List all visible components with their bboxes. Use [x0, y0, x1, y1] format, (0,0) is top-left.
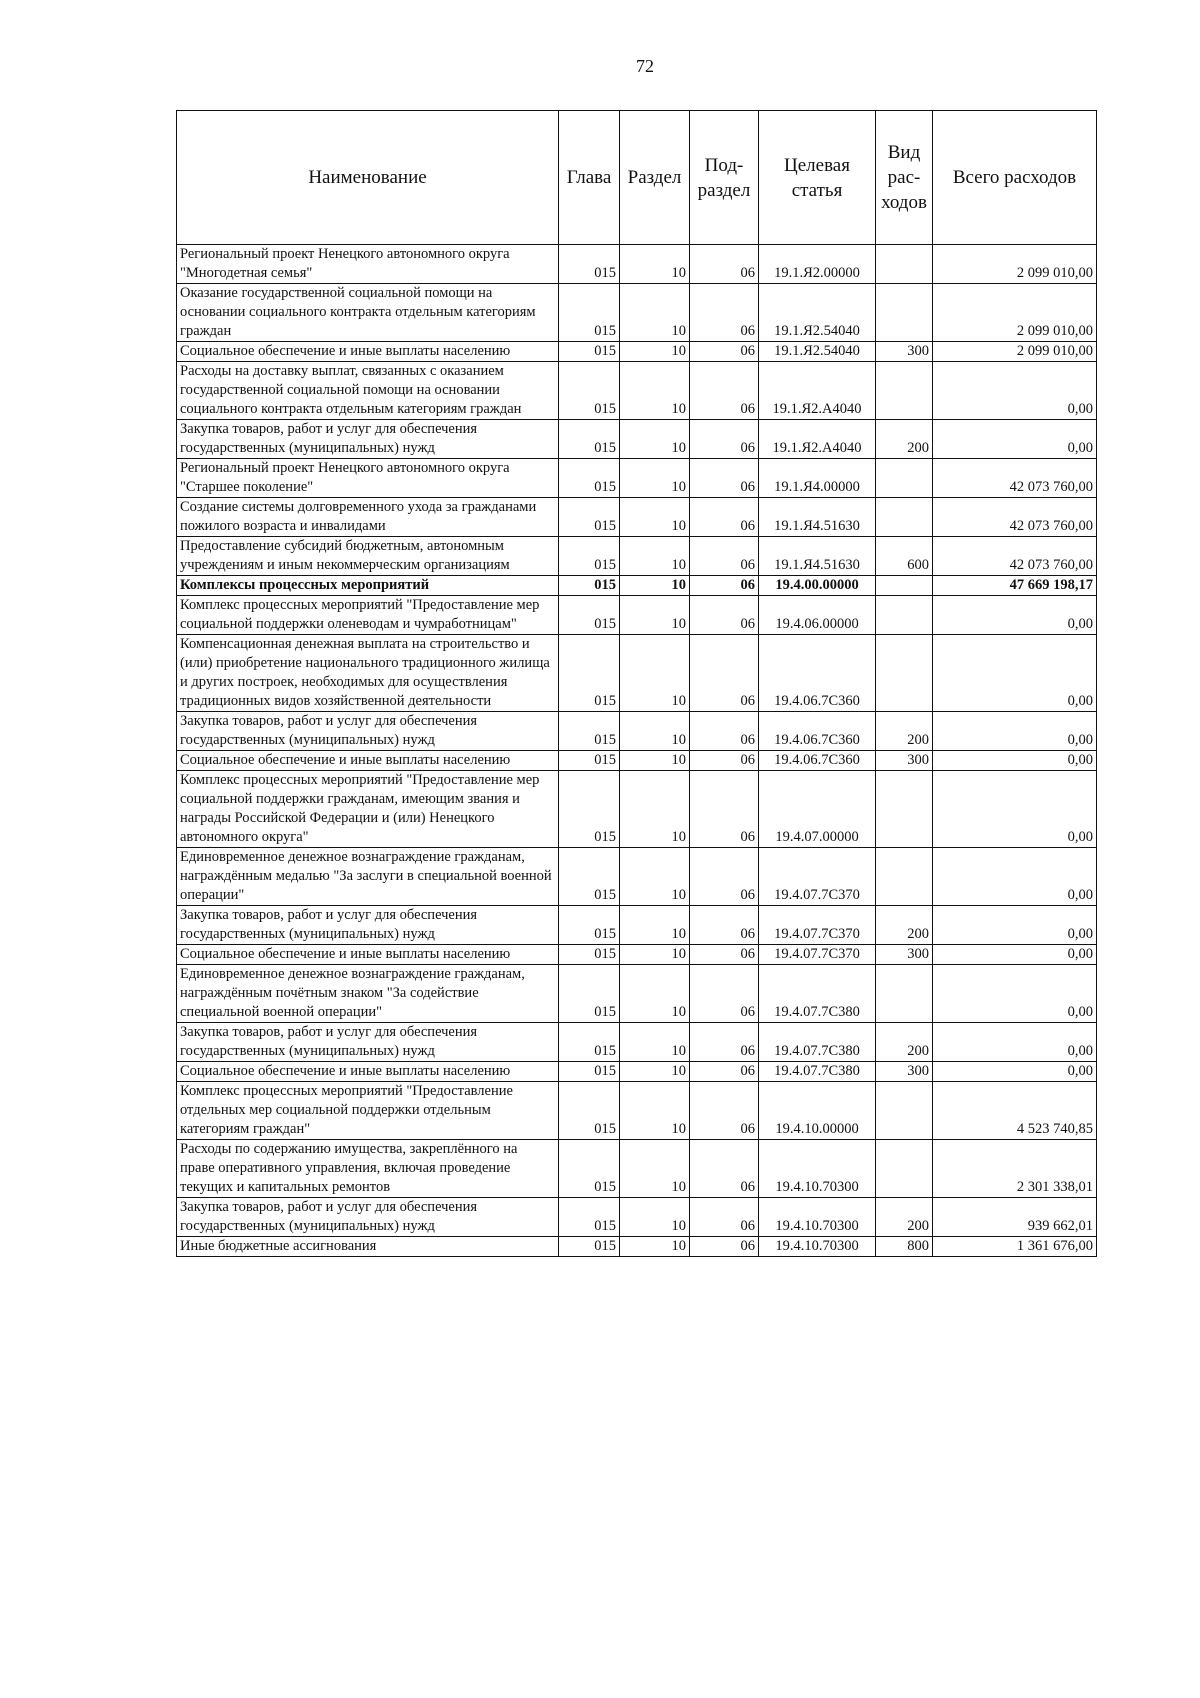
table-row: [177, 1062, 1097, 1082]
cell-celevaya-statya: 19.4.06.7С360: [759, 751, 876, 771]
cell-name: Социальное обеспечение и иные выплаты населению: [177, 342, 559, 362]
cell-razdel: 10: [620, 945, 690, 965]
cell-glava: 015: [559, 342, 620, 362]
cell-celevaya-statya: 19.4.10.70300: [759, 1198, 876, 1237]
cell-glava: 015: [559, 576, 620, 596]
cell-glava: 015: [559, 712, 620, 751]
header-vsego: Всего расходов: [933, 111, 1097, 245]
cell-vid-rashodov: 300: [876, 751, 933, 771]
cell-razdel: 10: [620, 420, 690, 459]
table-row: [177, 965, 1097, 1023]
cell-total: 0,00: [933, 906, 1097, 945]
cell-vid-rashodov: [876, 596, 933, 635]
table-row: [177, 1082, 1097, 1140]
cell-razdel: 10: [620, 1140, 690, 1198]
cell-vid-rashodov: [876, 1082, 933, 1140]
cell-vid-rashodov: 600: [876, 537, 933, 576]
table-body: [177, 245, 1097, 1257]
table-row: [177, 945, 1097, 965]
cell-name: Компенсационная денежная выплата на строительство и (или) приобретение национального традиционного жилища и других построек, необходимых для осуществления традиционных видов хозяйственной деятельности: [177, 635, 559, 712]
cell-total: 0,00: [933, 635, 1097, 712]
cell-razdel: 10: [620, 362, 690, 420]
table-row: [177, 420, 1097, 459]
cell-total: 47 669 198,17: [933, 576, 1097, 596]
cell-podrazdel: 06: [690, 1082, 759, 1140]
cell-total: 0,00: [933, 712, 1097, 751]
table-row: [177, 771, 1097, 848]
header-glava: Глава: [559, 111, 620, 245]
cell-celevaya-statya: 19.1.Я2.00000: [759, 245, 876, 284]
cell-vid-rashodov: [876, 635, 933, 712]
cell-vid-rashodov: 200: [876, 712, 933, 751]
cell-podrazdel: 06: [690, 1237, 759, 1257]
cell-celevaya-statya: 19.4.10.70300: [759, 1140, 876, 1198]
cell-podrazdel: 06: [690, 751, 759, 771]
cell-name: Комплекс процессных мероприятий "Предоставление мер социальной поддержки оленеводам и чумработницам": [177, 596, 559, 635]
cell-total: 1 361 676,00: [933, 1237, 1097, 1257]
cell-glava: 015: [559, 1082, 620, 1140]
table-row: [177, 362, 1097, 420]
cell-podrazdel: 06: [690, 245, 759, 284]
table-row: [177, 245, 1097, 284]
cell-glava: 015: [559, 362, 620, 420]
cell-name: Региональный проект Ненецкого автономного округа "Старшее поколение": [177, 459, 559, 498]
cell-glava: 015: [559, 1198, 620, 1237]
cell-total: 0,00: [933, 596, 1097, 635]
cell-razdel: 10: [620, 498, 690, 537]
cell-vid-rashodov: [876, 498, 933, 537]
cell-glava: 015: [559, 459, 620, 498]
cell-name: Социальное обеспечение и иные выплаты населению: [177, 751, 559, 771]
cell-glava: 015: [559, 848, 620, 906]
cell-glava: 015: [559, 1023, 620, 1062]
cell-vid-rashodov: 200: [876, 420, 933, 459]
cell-total: 4 523 740,85: [933, 1082, 1097, 1140]
cell-vid-rashodov: [876, 576, 933, 596]
cell-razdel: 10: [620, 245, 690, 284]
table-row: [177, 635, 1097, 712]
table-row: [177, 596, 1097, 635]
cell-podrazdel: 06: [690, 1140, 759, 1198]
cell-name: Создание системы долговременного ухода за гражданами пожилого возраста и инвалидами: [177, 498, 559, 537]
cell-vid-rashodov: [876, 965, 933, 1023]
cell-glava: 015: [559, 1237, 620, 1257]
cell-celevaya-statya: 19.1.Я4.51630: [759, 537, 876, 576]
cell-total: 0,00: [933, 1023, 1097, 1062]
cell-razdel: 10: [620, 848, 690, 906]
cell-name: Комплекс процессных мероприятий "Предоставление мер социальной поддержки гражданам, имеющим звания и награды Российской Федерации и (или) Ненецкого автономного округа": [177, 771, 559, 848]
cell-total: 0,00: [933, 771, 1097, 848]
table-row: [177, 498, 1097, 537]
cell-podrazdel: 06: [690, 537, 759, 576]
cell-total: 2 099 010,00: [933, 284, 1097, 342]
cell-razdel: 10: [620, 771, 690, 848]
cell-podrazdel: 06: [690, 712, 759, 751]
header-razdel: Раздел: [620, 111, 690, 245]
cell-glava: 015: [559, 945, 620, 965]
cell-total: 2 301 338,01: [933, 1140, 1097, 1198]
page-number: 72: [636, 56, 654, 76]
cell-vid-rashodov: [876, 245, 933, 284]
cell-vid-rashodov: 200: [876, 906, 933, 945]
table-row: [177, 712, 1097, 751]
cell-vid-rashodov: 200: [876, 1023, 933, 1062]
cell-total: 2 099 010,00: [933, 245, 1097, 284]
cell-name: Закупка товаров, работ и услуг для обеспечения государственных (муниципальных) нужд: [177, 1198, 559, 1237]
cell-total: 42 073 760,00: [933, 459, 1097, 498]
cell-razdel: 10: [620, 342, 690, 362]
cell-name: Комплексы процессных мероприятий: [177, 576, 559, 596]
cell-podrazdel: 06: [690, 906, 759, 945]
table-row: [177, 459, 1097, 498]
table-header-row: [177, 111, 1097, 245]
cell-vid-rashodov: [876, 771, 933, 848]
cell-celevaya-statya: 19.1.Я2.54040: [759, 342, 876, 362]
table-row: [177, 1140, 1097, 1198]
cell-razdel: 10: [620, 596, 690, 635]
cell-celevaya-statya: 19.4.07.7С370: [759, 906, 876, 945]
cell-celevaya-statya: 19.4.07.7С370: [759, 848, 876, 906]
cell-name: Социальное обеспечение и иные выплаты населению: [177, 1062, 559, 1082]
cell-total: 0,00: [933, 848, 1097, 906]
cell-vid-rashodov: [876, 1140, 933, 1198]
cell-name: Закупка товаров, работ и услуг для обеспечения государственных (муниципальных) нужд: [177, 712, 559, 751]
cell-celevaya-statya: 19.4.07.00000: [759, 771, 876, 848]
cell-total: 2 099 010,00: [933, 342, 1097, 362]
cell-name: Единовременное денежное вознаграждение гражданам, награждённым почётным знаком "За содействие специальной военной операции": [177, 965, 559, 1023]
cell-total: 0,00: [933, 420, 1097, 459]
cell-podrazdel: 06: [690, 459, 759, 498]
cell-vid-rashodov: [876, 362, 933, 420]
cell-glava: 015: [559, 596, 620, 635]
cell-vid-rashodov: [876, 284, 933, 342]
cell-razdel: 10: [620, 1062, 690, 1082]
cell-name: Закупка товаров, работ и услуг для обеспечения государственных (муниципальных) нужд: [177, 1023, 559, 1062]
cell-name: Иные бюджетные ассигнования: [177, 1237, 559, 1257]
table-row: [177, 751, 1097, 771]
header-name: Наименование: [177, 111, 559, 245]
cell-glava: 015: [559, 635, 620, 712]
table-row: [177, 342, 1097, 362]
cell-celevaya-statya: 19.1.Я4.51630: [759, 498, 876, 537]
cell-razdel: 10: [620, 712, 690, 751]
table-row: [177, 1237, 1097, 1257]
cell-podrazdel: 06: [690, 1062, 759, 1082]
cell-podrazdel: 06: [690, 1023, 759, 1062]
cell-celevaya-statya: 19.1.Я2.А4040: [759, 420, 876, 459]
cell-podrazdel: 06: [690, 635, 759, 712]
cell-name: Региональный проект Ненецкого автономного округа "Многодетная семья": [177, 245, 559, 284]
cell-vid-rashodov: 300: [876, 342, 933, 362]
cell-razdel: 10: [620, 751, 690, 771]
cell-glava: 015: [559, 498, 620, 537]
cell-razdel: 10: [620, 459, 690, 498]
cell-celevaya-statya: 19.1.Я2.54040: [759, 284, 876, 342]
cell-name: Социальное обеспечение и иные выплаты населению: [177, 945, 559, 965]
cell-glava: 015: [559, 771, 620, 848]
cell-name: Расходы на доставку выплат, связанных с оказанием государственной социальной помощи на основании социального контракта отдельным категориям граждан: [177, 362, 559, 420]
cell-podrazdel: 06: [690, 1198, 759, 1237]
cell-razdel: 10: [620, 1198, 690, 1237]
cell-podrazdel: 06: [690, 342, 759, 362]
cell-name: Расходы по содержанию имущества, закреплённого на праве оперативного управления, включая проведение текущих и капитальных ремонтов: [177, 1140, 559, 1198]
cell-razdel: 10: [620, 1237, 690, 1257]
table-row: [177, 1023, 1097, 1062]
cell-total: 0,00: [933, 965, 1097, 1023]
table-row: [177, 284, 1097, 342]
cell-celevaya-statya: 19.4.07.7С380: [759, 1023, 876, 1062]
cell-name: Единовременное денежное вознаграждение гражданам, награждённым медалью "За заслуги в специальной военной операции": [177, 848, 559, 906]
table-row: [177, 576, 1097, 596]
cell-name: Оказание государственной социальной помощи на основании социального контракта отдельным категориям граждан: [177, 284, 559, 342]
cell-podrazdel: 06: [690, 771, 759, 848]
cell-vid-rashodov: 300: [876, 945, 933, 965]
cell-glava: 015: [559, 751, 620, 771]
header-celevaya-statya: Целевая статья: [759, 111, 876, 245]
cell-celevaya-statya: 19.4.00.00000: [759, 576, 876, 596]
cell-razdel: 10: [620, 1023, 690, 1062]
table-row: [177, 1198, 1097, 1237]
cell-vid-rashodov: 200: [876, 1198, 933, 1237]
cell-name: Комплекс процессных мероприятий "Предоставление отдельных мер социальной поддержки отдельным категориям граждан": [177, 1082, 559, 1140]
cell-total: 0,00: [933, 362, 1097, 420]
cell-celevaya-statya: 19.4.06.00000: [759, 596, 876, 635]
budget-table: [176, 110, 1097, 1257]
table-row: [177, 537, 1097, 576]
cell-glava: 015: [559, 1140, 620, 1198]
cell-celevaya-statya: 19.4.07.7С380: [759, 965, 876, 1023]
cell-razdel: 10: [620, 906, 690, 945]
cell-celevaya-statya: 19.4.07.7С370: [759, 945, 876, 965]
cell-podrazdel: 06: [690, 945, 759, 965]
cell-celevaya-statya: 19.4.07.7С380: [759, 1062, 876, 1082]
cell-total: 0,00: [933, 751, 1097, 771]
cell-podrazdel: 06: [690, 596, 759, 635]
cell-celevaya-statya: 19.4.06.7С360: [759, 712, 876, 751]
table-row: [177, 848, 1097, 906]
cell-razdel: 10: [620, 965, 690, 1023]
cell-glava: 015: [559, 906, 620, 945]
cell-glava: 015: [559, 537, 620, 576]
cell-glava: 015: [559, 420, 620, 459]
cell-podrazdel: 06: [690, 848, 759, 906]
cell-total: 0,00: [933, 945, 1097, 965]
cell-glava: 015: [559, 245, 620, 284]
cell-celevaya-statya: 19.4.10.70300: [759, 1237, 876, 1257]
cell-name: Предоставление субсидий бюджетным, автономным учреждениям и иным некоммерческим организациям: [177, 537, 559, 576]
cell-razdel: 10: [620, 576, 690, 596]
cell-celevaya-statya: 19.4.06.7С360: [759, 635, 876, 712]
cell-glava: 015: [559, 965, 620, 1023]
cell-podrazdel: 06: [690, 498, 759, 537]
cell-podrazdel: 06: [690, 965, 759, 1023]
cell-name: Закупка товаров, работ и услуг для обеспечения государственных (муниципальных) нужд: [177, 906, 559, 945]
cell-razdel: 10: [620, 537, 690, 576]
cell-total: 0,00: [933, 1062, 1097, 1082]
cell-podrazdel: 06: [690, 420, 759, 459]
cell-total: 939 662,01: [933, 1198, 1097, 1237]
cell-celevaya-statya: 19.1.Я4.00000: [759, 459, 876, 498]
header-podrazdel: Под-раздел: [690, 111, 759, 245]
cell-podrazdel: 06: [690, 576, 759, 596]
cell-celevaya-statya: 19.4.10.00000: [759, 1082, 876, 1140]
cell-name: Закупка товаров, работ и услуг для обеспечения государственных (муниципальных) нужд: [177, 420, 559, 459]
cell-vid-rashodov: 800: [876, 1237, 933, 1257]
cell-total: 42 073 760,00: [933, 537, 1097, 576]
cell-razdel: 10: [620, 635, 690, 712]
cell-vid-rashodov: [876, 459, 933, 498]
cell-razdel: 10: [620, 284, 690, 342]
cell-vid-rashodov: 300: [876, 1062, 933, 1082]
cell-celevaya-statya: 19.1.Я2.А4040: [759, 362, 876, 420]
cell-glava: 015: [559, 1062, 620, 1082]
cell-glava: 015: [559, 284, 620, 342]
cell-razdel: 10: [620, 1082, 690, 1140]
cell-total: 42 073 760,00: [933, 498, 1097, 537]
cell-podrazdel: 06: [690, 362, 759, 420]
header-vid-rashodov: Вид рас-ходов: [876, 111, 933, 245]
table-row: [177, 906, 1097, 945]
cell-vid-rashodov: [876, 848, 933, 906]
cell-podrazdel: 06: [690, 284, 759, 342]
